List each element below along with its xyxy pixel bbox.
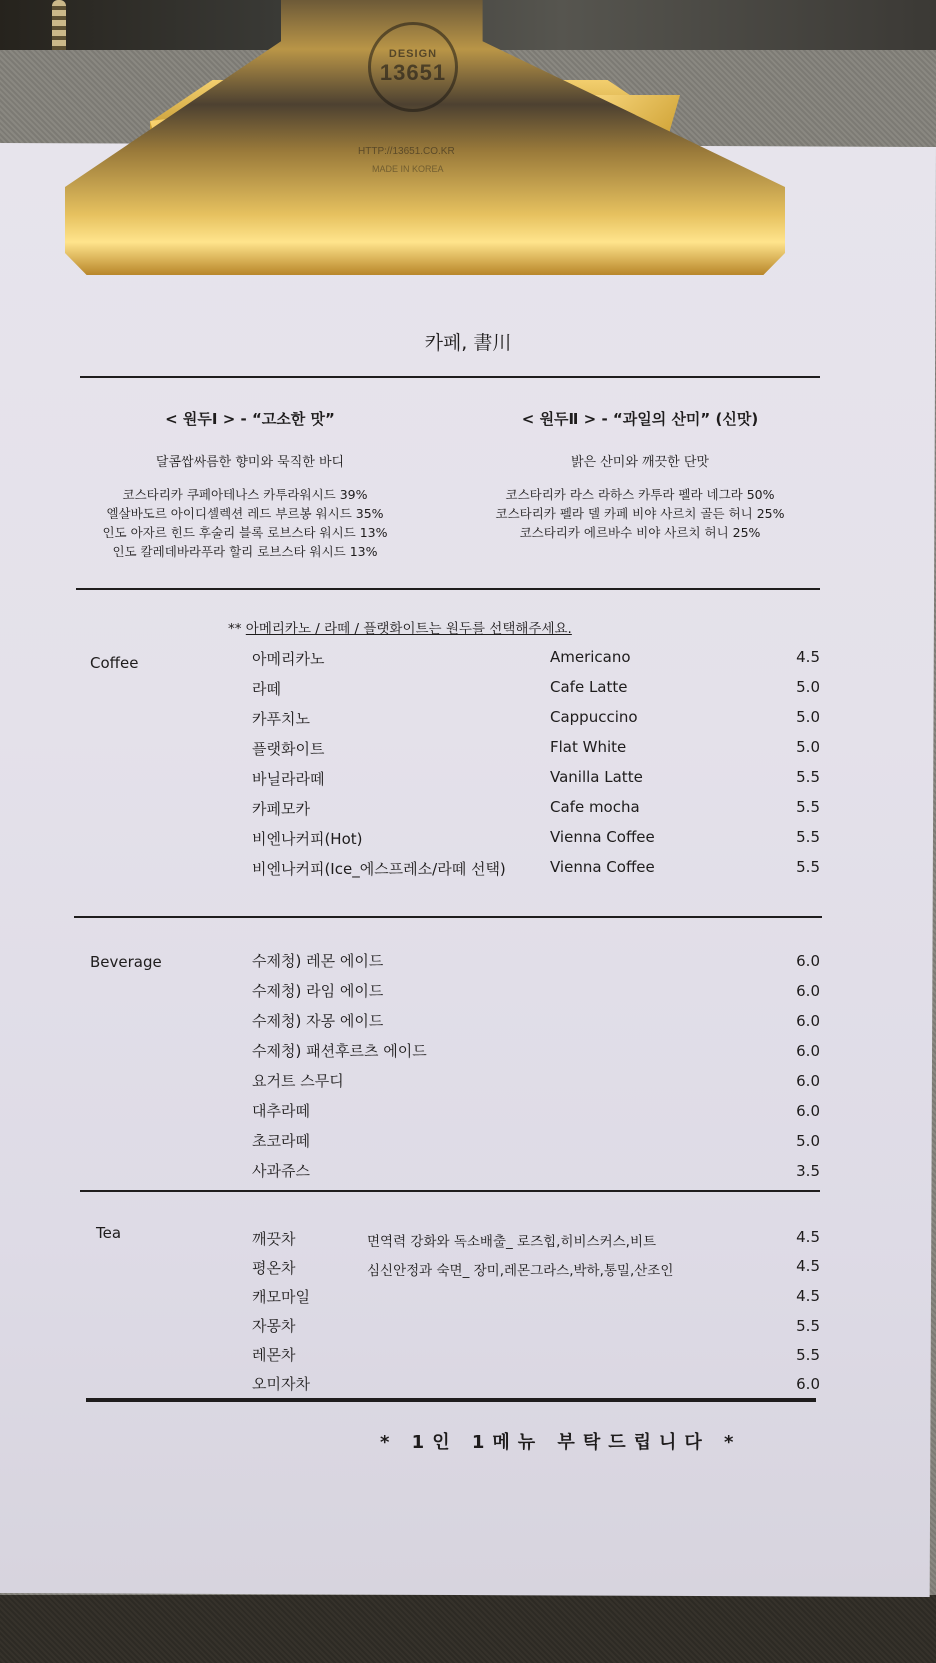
- logo-number-text: 13651: [379, 60, 447, 85]
- menu-item-price: 6.0: [796, 1072, 820, 1090]
- menu-item-price: 6.0: [796, 1375, 820, 1393]
- blend-line: 코스타리카 펠라 델 카페 비야 사르치 골든 허니 25%: [495, 506, 785, 521]
- menu-item-description: 심신안정과 숙면_ 장미,레몬그라스,박하,통밀,산조인: [367, 1263, 674, 1279]
- blend-line: 인도 아자르 힌드 후술리 블록 로브스타 워시드 13%: [102, 525, 388, 540]
- menu-item-english: Cappuccino: [550, 708, 638, 726]
- blend-line: 인도 칼레데바라푸라 할리 로브스타 워시드 13%: [112, 544, 378, 559]
- menu-item-name: 수제청) 라임 에이드: [252, 982, 384, 1000]
- menu-item-name: 아메리카노: [252, 650, 325, 668]
- menu-item-name: 요거트 스무디: [252, 1072, 344, 1090]
- menu-item-price: 6.0: [796, 1012, 820, 1030]
- divider: [76, 588, 820, 590]
- menu-item-price: 4.5: [796, 648, 820, 666]
- menu-item-price: 5.5: [796, 768, 820, 786]
- blend-line: 코스타리카 라스 라하스 카투라 펠라 네그라 50%: [505, 487, 775, 502]
- category-coffee: Coffee: [90, 654, 139, 672]
- menu-item-name: 자몽차: [252, 1317, 296, 1335]
- menu-item-name: 대추라떼: [252, 1102, 310, 1120]
- menu-item-price: 5.5: [796, 1346, 820, 1364]
- menu-item-name: 레몬차: [252, 1346, 296, 1364]
- menu-item-english: Cafe mocha: [550, 798, 640, 816]
- menu-item-price: 5.0: [796, 1132, 820, 1150]
- menu-item-name: 카푸치노: [252, 710, 310, 728]
- logo-design-text: DESIGN: [388, 48, 438, 60]
- menu-item-english: Flat White: [550, 738, 627, 756]
- note-prefix: **: [228, 621, 242, 637]
- divider-thick: [86, 1398, 816, 1402]
- menu-item-name: 사과쥬스: [252, 1162, 310, 1180]
- one-menu-per-person-notice: * 1인 1메뉴 부탁드립니다 *: [380, 1432, 742, 1453]
- blend-line: 코스타리카 쿠페아테나스 카투라워시드 39%: [122, 487, 368, 502]
- bean-1-blend: [70, 485, 420, 561]
- bean-2-subtitle: 밝은 산미와 깨끗한 단맛: [571, 455, 709, 470]
- clip-made-in-text: MADE IN KOREA: [372, 164, 444, 174]
- blend-line: 엘살바도르 아이디셀렉션 레드 부르봉 워시드 35%: [106, 506, 384, 521]
- menu-item-price: 5.0: [796, 708, 820, 726]
- bean-2-heading: < 원두Ⅱ > - “과일의 산미” (신맛): [521, 410, 759, 428]
- menu-item-price: 6.0: [796, 952, 820, 970]
- menu-item-name: 수제청) 레몬 에이드: [252, 952, 384, 970]
- cafe-name: 카페, 書川: [424, 332, 512, 354]
- menu-item-price: 5.5: [796, 828, 820, 846]
- divider: [74, 916, 822, 918]
- clip-url-text: HTTP://13651.CO.KR: [358, 146, 455, 157]
- menu-item-price: 5.5: [796, 858, 820, 876]
- menu-item-name: 오미자차: [252, 1375, 310, 1393]
- menu-item-name: 평온차: [252, 1259, 296, 1277]
- menu-item-price: 5.0: [796, 738, 820, 756]
- menu-item-name: 캐모마일: [252, 1288, 310, 1306]
- menu-item-price: 6.0: [796, 1042, 820, 1060]
- menu-item-name: 수제청) 자몽 에이드: [252, 1012, 384, 1030]
- menu-item-english: Cafe Latte: [550, 678, 628, 696]
- menu-item-price: 4.5: [796, 1228, 820, 1246]
- blend-line: 코스타리카 에르바수 비야 사르치 허니 25%: [519, 525, 761, 540]
- menu-item-price: 4.5: [796, 1257, 820, 1275]
- menu-item-name: 플랫화이트: [252, 740, 325, 758]
- category-beverage: Beverage: [90, 953, 162, 971]
- menu-item-price: 5.0: [796, 678, 820, 696]
- menu-item-name: 수제청) 패션후르츠 에이드: [252, 1042, 427, 1060]
- menu-item-name: 카페모카: [252, 800, 310, 818]
- divider: [80, 376, 820, 378]
- menu-item-name: 비엔나커피(Hot): [252, 830, 363, 848]
- menu-item-name: 초코라떼: [252, 1132, 310, 1150]
- menu-item-price: 6.0: [796, 982, 820, 1000]
- bean-1-heading: < 원두Ⅰ > - “고소한 맛”: [165, 410, 335, 428]
- menu-item-price: 3.5: [796, 1162, 820, 1180]
- menu-item-price: 4.5: [796, 1287, 820, 1305]
- menu-item-name: 바닐라라떼: [252, 770, 325, 788]
- menu-item-english: Americano: [550, 648, 631, 666]
- bean-choice-note: [228, 617, 572, 637]
- category-tea: Tea: [96, 1224, 122, 1242]
- menu-item-name: 비엔나커피(Ice_에스프레소/라떼 선택): [252, 860, 506, 878]
- menu-item-english: Vanilla Latte: [550, 768, 643, 786]
- bean-1-subtitle: 달콤쌉싸름한 향미와 묵직한 바디: [155, 455, 345, 470]
- clipboard-bottom-edge: [0, 1595, 936, 1663]
- menu-item-english: Vienna Coffee: [550, 828, 655, 846]
- menu-item-name: 깨끗차: [252, 1230, 296, 1248]
- divider: [80, 1190, 820, 1192]
- menu-item-price: 5.5: [796, 798, 820, 816]
- menu-item-price: 5.5: [796, 1317, 820, 1335]
- clip-brand-logo: [368, 22, 458, 112]
- menu-item-english: Vienna Coffee: [550, 858, 655, 876]
- menu-item-description: 면역력 강화와 독소배출_ 로즈힙,히비스커스,비트: [367, 1234, 657, 1250]
- bean-2-blend: [455, 485, 825, 542]
- menu-item-name: 라떼: [252, 680, 281, 698]
- note-text: 아메리카노 / 라떼 / 플랫화이트는 원두를 선택해주세요.: [245, 621, 572, 637]
- menu-item-price: 6.0: [796, 1102, 820, 1120]
